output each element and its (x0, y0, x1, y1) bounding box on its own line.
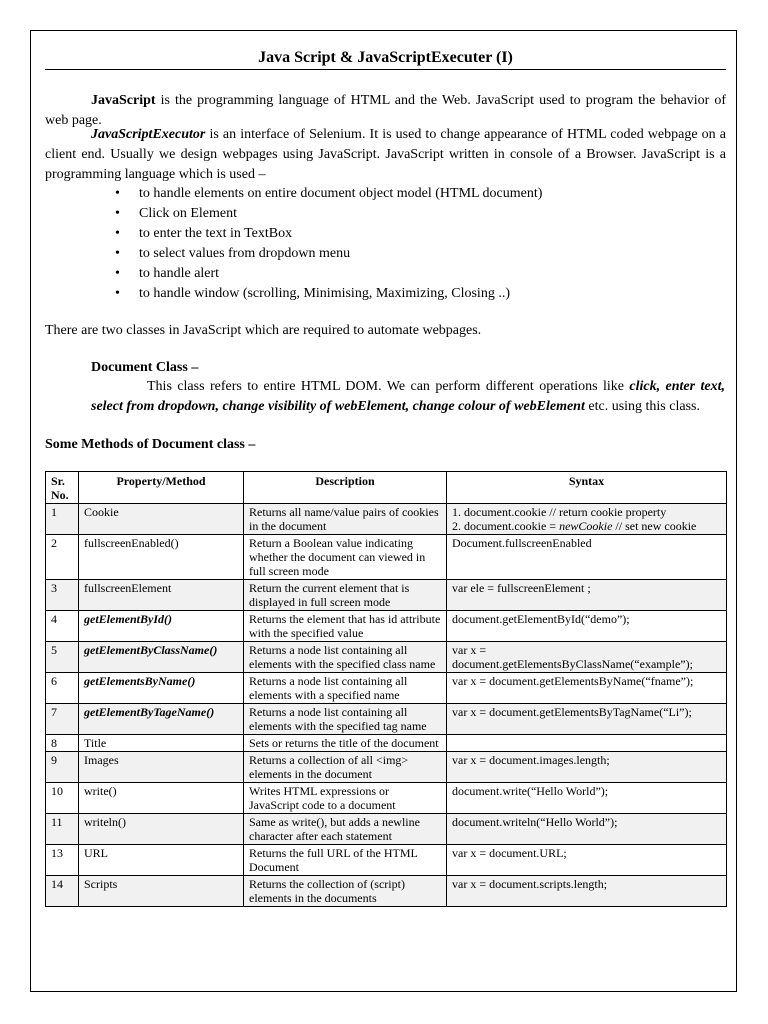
row-description: Returns all name/value pairs of cookies in the document (244, 504, 447, 535)
row-method: getElementsByName() (79, 673, 244, 704)
row-number: 2 (46, 535, 79, 580)
col-header-property-method: Property/Method (79, 472, 244, 504)
table-row (46, 642, 727, 673)
javascript-definition: is the programming language of HTML and the Web. JavaScript used to program the behavior of web page. (45, 93, 726, 128)
row-description: Sets or returns the title of the document (244, 735, 447, 752)
row-number: 4 (46, 611, 79, 642)
col-header-description: Description (244, 472, 447, 504)
row-description: Return a Boolean value indicating whether the document can viewed in full screen mode (244, 535, 447, 580)
row-description: Returns a node list containing all elements with the specified class name (244, 642, 447, 673)
table-header-row (46, 472, 727, 504)
row-number: 8 (46, 735, 79, 752)
row-number: 13 (46, 845, 79, 876)
row-method: Cookie (79, 504, 244, 535)
table-row (46, 673, 727, 704)
row-number: 5 (46, 642, 79, 673)
row-method: getElementById() (79, 611, 244, 642)
methods-table (45, 471, 727, 907)
javascript-term: JavaScript (91, 93, 156, 108)
document-page (30, 30, 737, 992)
row-description: Returns a node list containing all elements with the specified tag name (244, 704, 447, 735)
row-method: fullscreenEnabled() (79, 535, 244, 580)
row-method: getElementByTageName() (79, 704, 244, 735)
two-classes-text: There are two classes in JavaScript which are required to automate webpages. (45, 323, 482, 338)
row-description: Returns a collection of all <img> elements in the document (244, 752, 447, 783)
row-syntax: document.write(“Hello World”); (447, 783, 727, 814)
row-number: 11 (46, 814, 79, 845)
row-method: Images (79, 752, 244, 783)
row-description: Writes HTML expressions or JavaScript code to a document (244, 783, 447, 814)
col-header-syntax: Syntax (447, 472, 727, 504)
row-method: writeln() (79, 814, 244, 845)
table-row (46, 752, 727, 783)
document-class-description: This class refers to entire HTML DOM. We can perform different operations like click, enter text, select from dropdown, change visibility of webElement, change colour of webElement etc. using this class. (91, 379, 725, 414)
table-row (46, 611, 727, 642)
table-row (46, 504, 727, 535)
title-underline (45, 69, 726, 70)
table-row (46, 783, 727, 814)
list-item: • to handle alert (95, 264, 542, 284)
javascriptexecutor-term: JavaScriptExecutor (91, 127, 206, 142)
table-row (46, 845, 727, 876)
table-row (46, 704, 727, 735)
row-description: Returns a node list containing all elements with a specified name (244, 673, 447, 704)
row-syntax: var x = document.URL; (447, 845, 727, 876)
row-method: write() (79, 783, 244, 814)
row-number: 3 (46, 580, 79, 611)
row-method: Title (79, 735, 244, 752)
row-description: Same as write(), but adds a newline character after each statement (244, 814, 447, 845)
page-title: Java Script & JavaScriptExecuter (I) (258, 49, 513, 66)
row-syntax: var x = document.images.length; (447, 752, 727, 783)
row-number: 9 (46, 752, 79, 783)
row-method: getElementByClassName() (79, 642, 244, 673)
row-number: 6 (46, 673, 79, 704)
operations-list: click, enter text, select from dropdown, change visibility of webElement, change colour of webElement (91, 379, 725, 414)
table-row (46, 876, 727, 907)
table-row (46, 735, 727, 752)
row-description: Returns the element that has id attribute with the specified value (244, 611, 447, 642)
row-syntax: var x = document.getElementsByTagName(“Li”); (447, 704, 727, 735)
table-row (46, 814, 727, 845)
row-method: URL (79, 845, 244, 876)
javascriptexecutor-definition: is an interface of Selenium. It is used to change appearance of HTML coded webpage on a client end. Usually we design webpages using JavaScript. JavaScript written in console of a Browser. JavaScript is a programming language which is used – (45, 127, 726, 182)
col-header-sr-no: Sr. No. (46, 472, 79, 504)
row-syntax: 1. document.cookie // return cookie property 2. document.cookie = newCookie // set new cookie (447, 504, 727, 535)
table-row (46, 535, 727, 580)
uses-list (95, 184, 542, 304)
row-syntax: var ele = fullscreenElement ; (447, 580, 727, 611)
list-item: • to handle elements on entire document object model (HTML document) (95, 184, 542, 204)
row-number: 1 (46, 504, 79, 535)
row-syntax: Document.fullscreenEnabled (447, 535, 727, 580)
row-method: Scripts (79, 876, 244, 907)
row-number: 7 (46, 704, 79, 735)
list-item: • Click on Element (95, 204, 542, 224)
row-syntax: var x = document.getElementsByName(“fname”); (447, 673, 727, 704)
row-description: Returns the collection of (script) elements in the documents (244, 876, 447, 907)
javascriptexecutor-paragraph (45, 125, 726, 185)
row-description: Return the current element that is displayed in full screen mode (244, 580, 447, 611)
row-syntax (447, 735, 727, 752)
row-syntax: var x = document.scripts.length; (447, 876, 727, 907)
methods-heading: Some Methods of Document class – (45, 437, 256, 452)
row-method: fullscreenElement (79, 580, 244, 611)
table-row (46, 580, 727, 611)
document-class-heading: Document Class – (91, 360, 199, 375)
row-syntax: document.getElementById(“demo”); (447, 611, 727, 642)
row-description: Returns the full URL of the HTML Document (244, 845, 447, 876)
row-syntax: var x = document.getElementsByClassName(“example”); (447, 642, 727, 673)
row-number: 10 (46, 783, 79, 814)
row-syntax: document.writeln(“Hello World”); (447, 814, 727, 845)
list-item: • to enter the text in TextBox (95, 224, 542, 244)
row-number: 14 (46, 876, 79, 907)
list-item: • to handle window (scrolling, Minimising, Maximizing, Closing ..) (95, 284, 542, 304)
list-item: • to select values from dropdown menu (95, 244, 542, 264)
